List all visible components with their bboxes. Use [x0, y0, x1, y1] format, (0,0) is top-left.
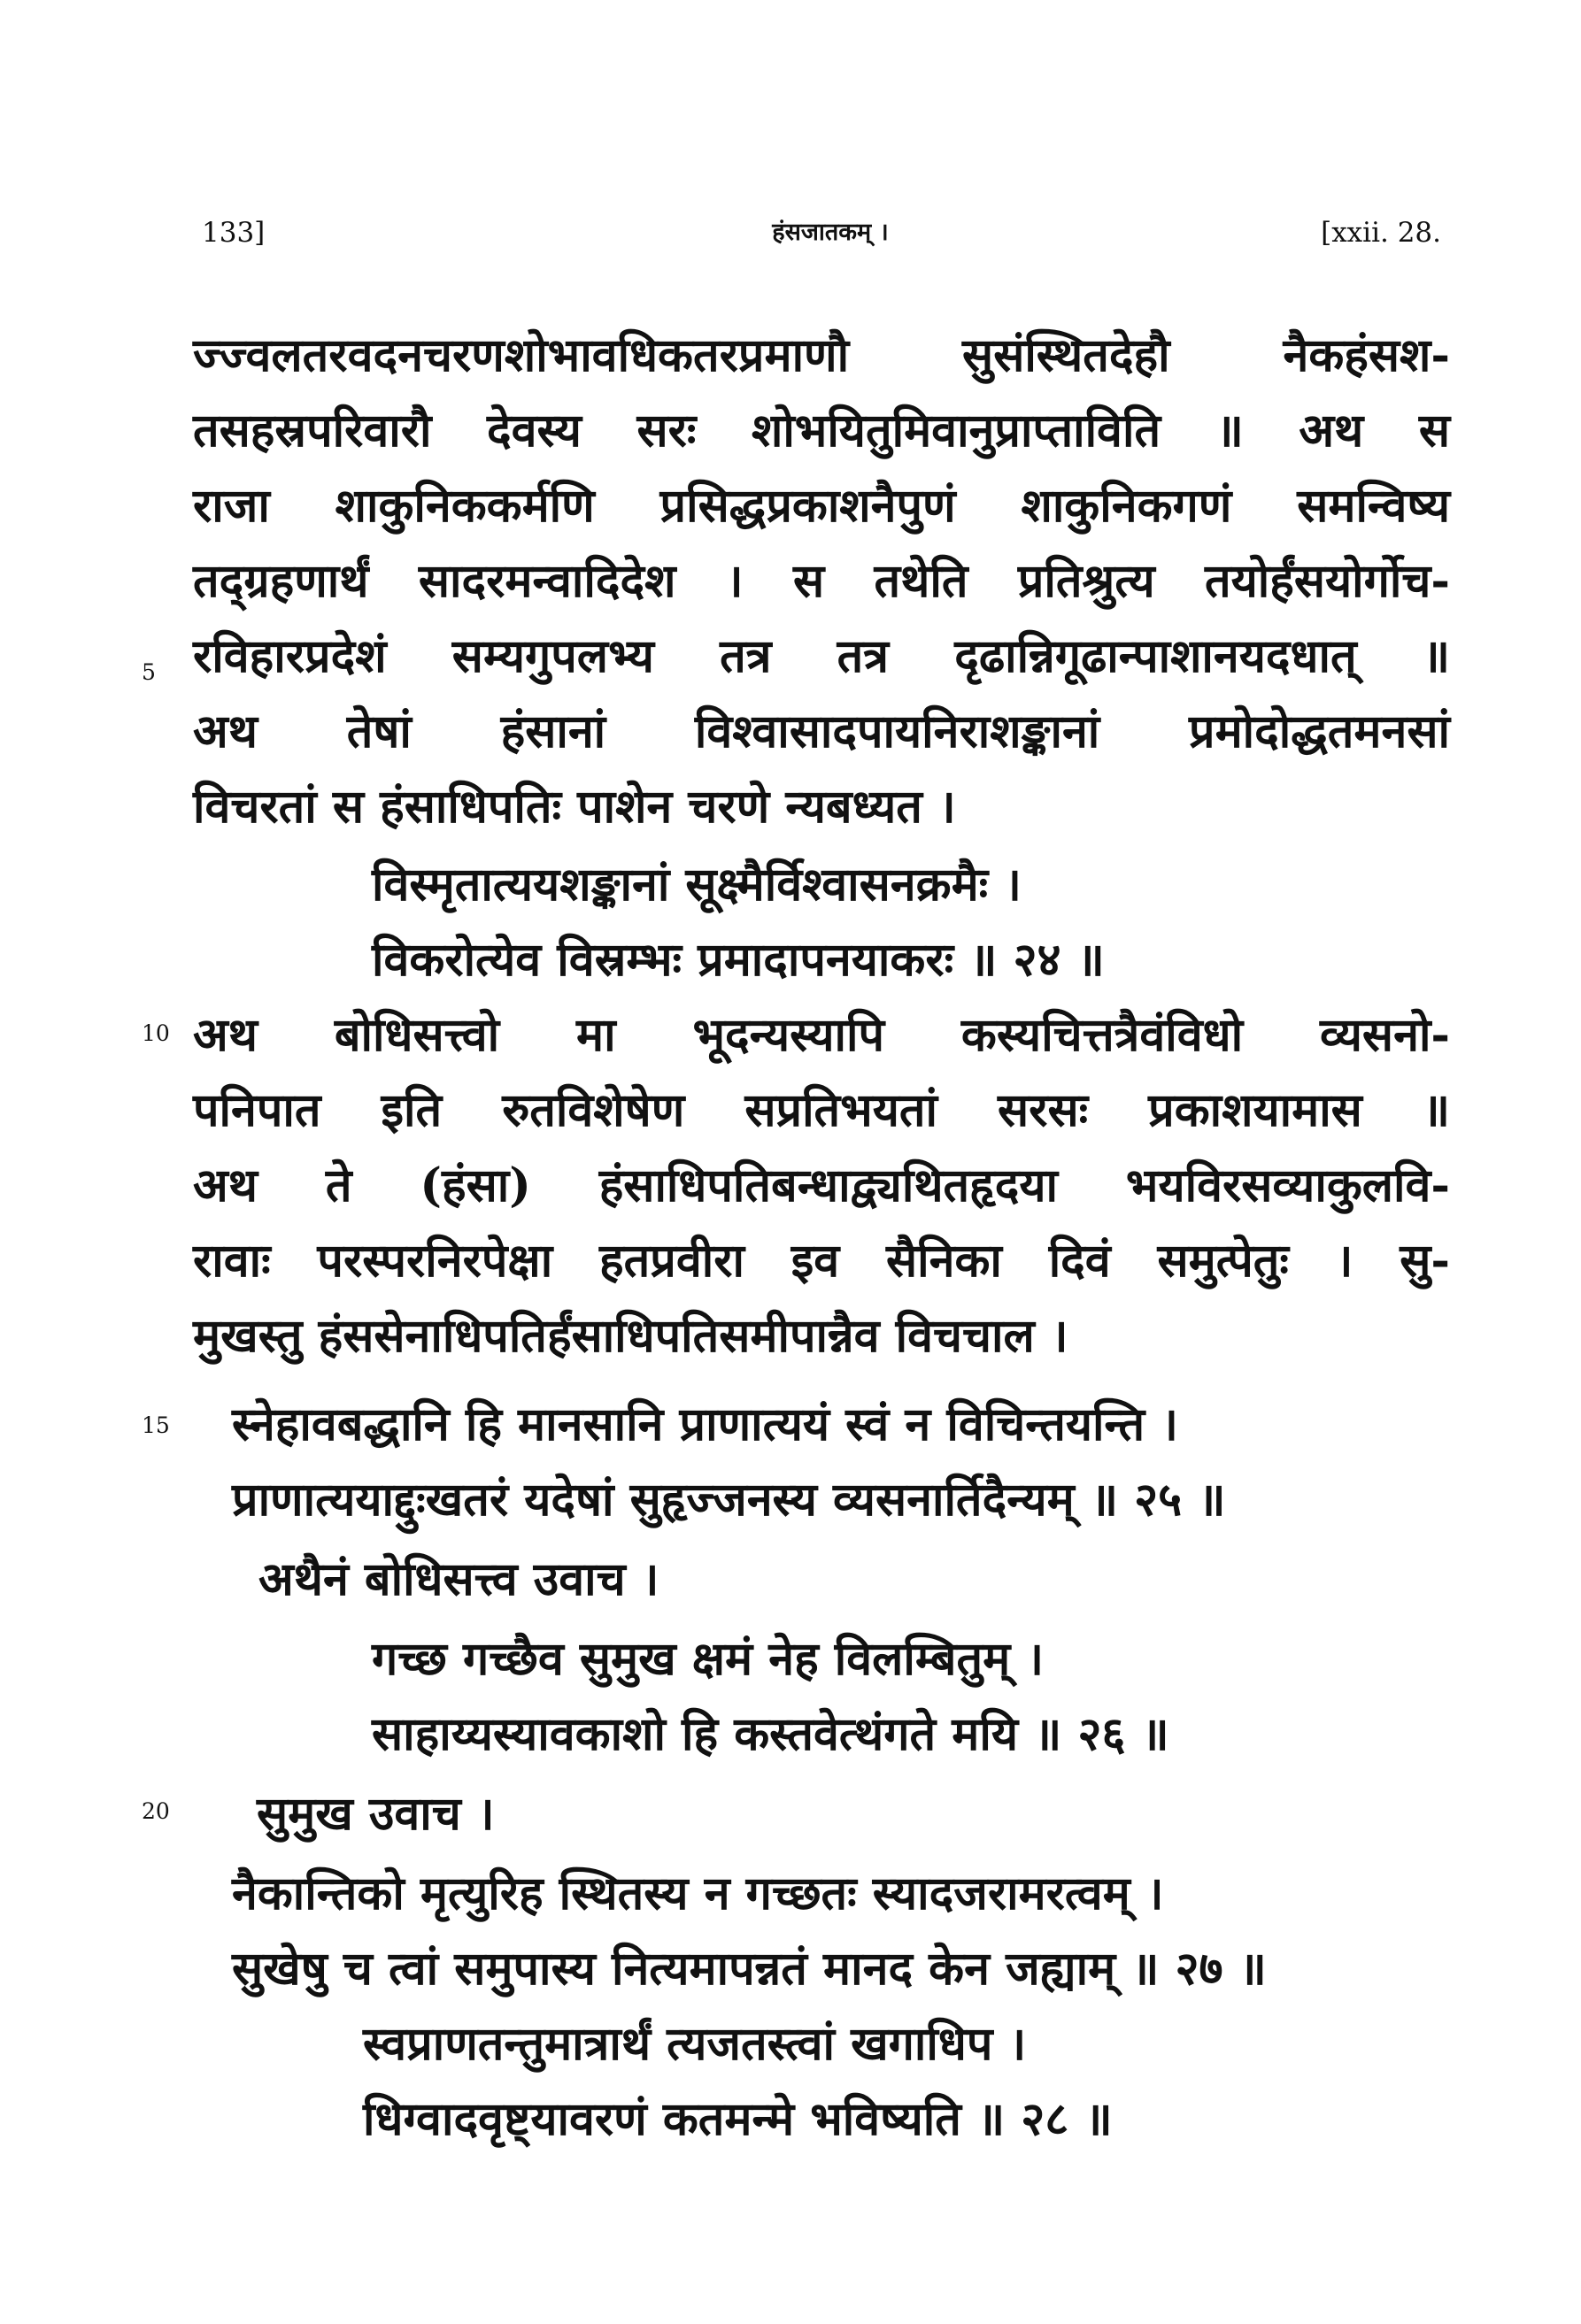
verse-28-line-2: धिग्वादवृष्ट्यावरणं कतमन्मे भविष्यति ॥ २८ ॥ [363, 2092, 1113, 2146]
text-line-7: विचरतां स हंसाधिपतिः पाशेन चरणे न्यबध्यत । [193, 780, 956, 834]
verse-24-line-2: विकरोत्येव विस्रम्भः प्रमादापनयाकरः ॥ २४ ॥ [372, 933, 1105, 987]
text-line-13: रावाः परस्परनिरपेक्षा हतप्रवीरा इव सैनिका दिवं समुत्पेतुः । सु- [193, 1234, 1450, 1288]
verse-27-line-1: नैकान्तिको मृत्युरिह स्थितस्य न गच्छतः स्यादजरामरत्वम् । [232, 1866, 1164, 1920]
text-line-14: मुखस्तु हंससेनाधिपतिर्हंसाधिपतिसमीपान्नैव विचचाल । [193, 1309, 1068, 1363]
running-title: हंसजातकम् । [772, 219, 889, 246]
line-number-15: 15 [142, 1412, 170, 1438]
speech-intro-sumukha: सुमुख उवाच । [257, 1787, 495, 1841]
text-line-3: राजा शाकुनिककर्मणि प्रसिद्धप्रकाशनैपुणं शाकुनिकगणं समन्विष्य [193, 479, 1450, 533]
text-line-6: अथ तेषां हंसानां विश्वासादपायनिराशङ्कानां प्रमोदोद्धतमनसां [193, 704, 1450, 758]
text-line-1: ज्ज्वलतरवदनचरणशोभावधिकतरप्रमाणौ सुसंस्थितदेहौ नैकहंसश- [193, 328, 1450, 382]
text-line-5: रविहारप्रदेशं सम्यगुपलभ्य तत्र तत्र दृढान्निगूढान्पाशानयदधात् ॥ [193, 629, 1450, 683]
text-line-11: पनिपात इति रुतविशेषेण सप्रतिभयतां सरसः प्रकाशयामास ॥ [193, 1083, 1450, 1137]
verse-28-line-1: स्वप्राणतन्तुमात्रार्थं त्यजतस्त्वां खगाधिप । [363, 2017, 1027, 2071]
text-line-2: तसहस्रपरिवारौ देवस्य सरः शोभयितुमिवानुप्राप्ताविति ॥ अथ स [193, 404, 1450, 458]
speech-intro-bodhisattva: अथैनं बोधिसत्त्व उवाच । [258, 1552, 659, 1606]
line-number-20: 20 [142, 1798, 170, 1824]
verse-25-line-2: प्राणात्ययाद्दुःखतरं यदेषां सुहृज्जनस्य व्यसनार्तिदैन्यम् ॥ २५ ॥ [232, 1473, 1226, 1527]
text-line-12: अथ ते (हंसा) हंसाधिपतिबन्धाद्व्यथितहृदया भयविरसव्याकुलवि- [193, 1158, 1450, 1212]
line-number-5: 5 [142, 659, 156, 685]
section-reference: [xxii. 28. [1321, 217, 1441, 249]
text-line-4: तद्ग्रहणार्थं सादरमन्वादिदेश । स तथेति प्रतिश्रुत्य तयोर्हंसयोर्गोच- [193, 554, 1450, 608]
verse-27-line-2: सुखेषु च त्वां समुपास्य नित्यमापन्नतं मानद केन जह्याम् ॥ २७ ॥ [232, 1942, 1267, 1996]
verse-26-line-1: गच्छ गच्छैव सुमुख क्षमं नेह विलम्बितुम् । [372, 1632, 1045, 1686]
text-line-10: अथ बोधिसत्त्वो मा भूदन्यस्यापि कस्यचित्तत्रैवंविधो व्यसनो- [193, 1008, 1450, 1062]
verse-25-line-1: स्नेहावबद्धानि हि मानसानि प्राणात्ययं स्वं न विचिन्तयन्ति । [232, 1397, 1178, 1451]
running-header [202, 211, 1441, 255]
verse-26-line-2: साहाय्यस्यावकाशो हि कस्तवेत्थंगते मयि ॥ २६ ॥ [372, 1707, 1169, 1761]
line-number-10: 10 [142, 1020, 170, 1046]
page-number: 133] [202, 217, 266, 249]
verse-24-line-1: विस्मृतात्ययशङ्कानां सूक्ष्मैर्विश्वासनक्रमैः । [372, 858, 1022, 912]
